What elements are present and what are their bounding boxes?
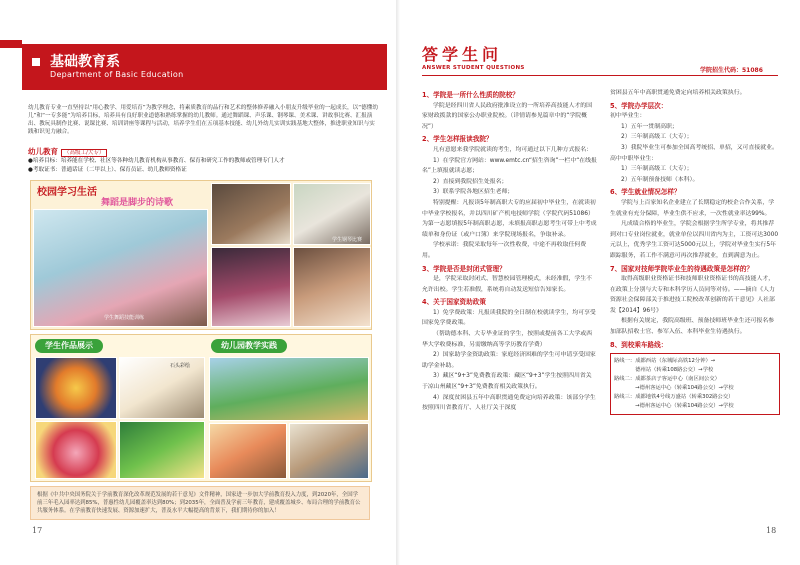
route-line: 路线二：成都茶店子客运中心（南区间公交） (614, 376, 720, 383)
qa-title: 答学生问 (422, 45, 503, 64)
kindergarten-title: 幼儿教育 (28, 147, 58, 156)
department-header (22, 44, 387, 90)
route-line: 德州站（转乘108路公交）→学校 (614, 367, 714, 374)
classroom-photo (211, 183, 291, 245)
answer-text: 凡成绩合格的毕业生，学院会根据学生所学专业，将其推荐到对口专业岗位就业，就业单位以四川省内为主，工资可达3000元以上，优秀学生工资可达5000元以上，学院对毕业生实行5年跟踪服务，若工作不满意可再次推荐就业，直到满意为止。 (610, 221, 779, 259)
route-line: →德州客运中心（转乘104路公交）→学校 (614, 385, 734, 392)
question-heading: 8、到校乘车路线： (610, 340, 668, 349)
kindergarten-heading (28, 146, 107, 157)
piano-caption: 学生钢琴比赛 (332, 237, 363, 243)
answer-text: 2）三年制高级工（大专）； (621, 134, 693, 141)
goal-line: ●培养目标：培养能在学校、社区等各种幼儿教育机构从事教育、保育和研究工作的教师或管理专门人才 (28, 158, 285, 164)
question-heading: 5、学院办学层次： (610, 101, 668, 110)
classroom-practice-photo (289, 423, 369, 479)
answer-text: 特别提醒：凡报读5年制高职大专的应届初中毕业生，在就读初中毕业学校报名，并以四川矿产机电技师学院（学院代码51086）为第一志愿填报5年制高职志愿，未填报高职志愿考生可带上中考成绩单和身份证（或户口簿）来学院现场报名，争取补录。 (422, 199, 597, 238)
answer-text: 3）藏区“9+3”免费教育政策：藏区“9+3”学生按照四川省关于凉山州藏区“9+3”免费教育相关政策执行。 (422, 373, 592, 391)
answer-text: 学校承诺：我院采取每年一次性收费，中途不再收取任何费用。 (422, 242, 587, 259)
dance-training-photo (33, 209, 208, 327)
route-line: 路线三：成都地铁4号线万盛站（转乘302路公交） (614, 394, 734, 401)
qa-column-right (610, 88, 780, 415)
handcraft-photo (119, 421, 205, 479)
stone-painting-photo (119, 357, 205, 419)
question-heading: 1、学院是一所什么性质的院校？ (422, 91, 519, 99)
answer-text: 2）国家助学金资助政策：家庭经济困难的学生可申请享受国家助学金补助。 (422, 352, 596, 369)
route-line: 路线一：成都西站（东城际高铁12分钟）→ (614, 358, 716, 365)
campus-life-panel (30, 180, 372, 330)
qa-column-right-items (610, 88, 780, 350)
answer-text: 是，学院采取封闭式、智慧校园管理模式，未经准假，学生不允许出校。学生若准假，系统将自动发送短信告知家长。 (422, 276, 593, 293)
policy-note: 根据《中共中央国务院关于学前教育深化改革规范发展的若干意见》文件精神，国家进一步加大学前教育投入力度，到2020年，全国学前三年毛入园率达到85%，普惠性幼儿园覆盖率达到80%；到2035年，全面普及学前三年教育，建成覆盖城乡、布局合理的学前教育公共服务体系。在学前教育快速发展、资源加速扩大，普及水平大幅提高的背景下，我们期待你的加入！ (30, 486, 370, 520)
qa-subtitle: ANSWER STUDENT QUESTIONS (422, 65, 525, 71)
header-rule (422, 75, 778, 76)
pig-papercut-photo (35, 421, 117, 479)
bus-routes (610, 353, 780, 415)
answer-text: 1）免学费政策：凡报读我院的全日制在校就读学生，均可享受国家免学费政策。 (422, 309, 596, 327)
answer-text: 取得高级职业资格证书和技师职业资格证书的高技能人才，在政策上分别与大专和本科学历人员同等对待。——摘自《人力资源社会保障部关于推进技工院校改革创新的若干意见》人社部发【2014】96号》 (610, 276, 775, 314)
dance-slogan: 舞蹈是脚步的诗歌 (101, 198, 174, 208)
piano-photo (293, 183, 371, 245)
right-page (400, 0, 800, 565)
performance-photo (211, 247, 291, 327)
campus-life-title: 校园学习生活 (37, 187, 97, 198)
answer-text: （帮助德本科、大专毕业证的学生，按照或提前各工大学或西华大学收费标准，另需缴纳高等学历教育学费） (422, 331, 593, 348)
qa-column-left (422, 88, 597, 414)
department-subtitle: Department of Basic Education (50, 70, 184, 79)
answer-text: 根据有关规定，我院高级班、预备技师班毕业生还可报名参加部队招收士官、参军入伍、本科毕业生待遇执行。 (610, 318, 775, 336)
page-number-right: 18 (766, 526, 777, 535)
page-number-left: 17 (32, 526, 43, 535)
question-heading: 3、学院是否是封闭式管理？ (422, 264, 506, 273)
level-tag: （高级工/大专） (61, 149, 107, 157)
answer-text: 1）在学院官方网站：www.emtc.cn“招生咨询”一栏中“在线报名”上填报就读志愿； (422, 157, 597, 175)
works-banner: 学生作品展示 (35, 339, 103, 353)
answer-text: 3）联系学院各地区招生老师； (433, 189, 514, 196)
question-heading: 6、学生就业情况怎样？ (610, 188, 681, 197)
square-icon (32, 58, 40, 66)
practice-banner: 幼儿园教学实践 (211, 339, 287, 353)
painted-plate-photo (35, 357, 117, 419)
works-panel (30, 334, 372, 482)
question-heading: 4、关于国家资助政策 (422, 298, 486, 307)
admission-code: 学院招生代码：51086 (700, 67, 763, 74)
lecture-photo (293, 247, 371, 327)
dance-caption: 学生舞蹈技能训练 (104, 315, 145, 321)
department-title: 基础教育系 (50, 54, 120, 70)
intro-text: 幼儿教育专业一直坚持以“用心教学、用爱培育”为教学理念，将素质教育的品行和艺术的整体修养融入小朋友升级毕业的一起成长，以“德懂幼儿”和“一专多能”为培养目标，培养具有良好职业道德和熟练掌握的幼儿教师。通过舞蹈课、声乐课、钢琴课、美术课、讲故事比赛、汇报演出、教玩具制作比赛、说课比赛、培训讲座等课程与活动，培养学生们在五项基本技能、幼儿外幼儿实训实践基地大整体，推进职业知识与实践和识见力融合。 (28, 105, 378, 135)
route-line: →德州客运中心（转乘104路公交）→学校 (614, 403, 734, 410)
question-heading: 2、学生怎样报读我院？ (422, 135, 493, 144)
answer-text: 1）五年一贯制高职； (621, 123, 678, 130)
answer-text: 2）直接到我院招生处报名； (433, 178, 508, 185)
answer-text: 贫困县五年中高职贯通免费定向培养相关政策执行。 (610, 90, 746, 96)
header-accent (0, 40, 22, 48)
answer-text: 凡有意愿来我学院就读的考生，均可通过以下几种方式报名： (433, 146, 593, 153)
answer-text: 1）三年制高级工（大专）； (621, 166, 693, 173)
answer-text: 高中中职毕业生： (610, 155, 658, 162)
answer-text: 学院是经四川省人民政府批准设立的一所培养高技能人才的国家财政拨款的国家公办职业院校。（详情请参见篇章中的“学院概况”） (422, 102, 593, 130)
answer-text: 3）我院毕业生可参加全国高考统招、单招，又可直接就业。 (621, 144, 778, 151)
answer-text: 学院与上百家知名企业建立了长期稳定的校企合作关系，学生就业有充分保障，毕业生供不应求，一次性就业率达99%。 (610, 199, 775, 217)
question-heading: 7、国家对技师学院毕业生的待遇政策是怎样的？ (610, 264, 754, 273)
answer-text: 2）五年制预备技师（本科）。 (621, 176, 699, 183)
answer-text: 初中毕业生： (610, 113, 646, 120)
kindergarten-outdoor-photo (209, 357, 369, 421)
answer-text: 4）深度贫困县五年中高职贯通免费定向培养政策：该部分学生按照四川省教育厅、人社厅关于深度 (422, 394, 596, 412)
teaching-practice-photo (209, 423, 287, 479)
stone-caption: 石头彩绘 (170, 363, 191, 369)
certificate-line: ●考取证书：普通话证（二甲以上）、保育员证、幼儿教师资格证 (28, 167, 187, 173)
